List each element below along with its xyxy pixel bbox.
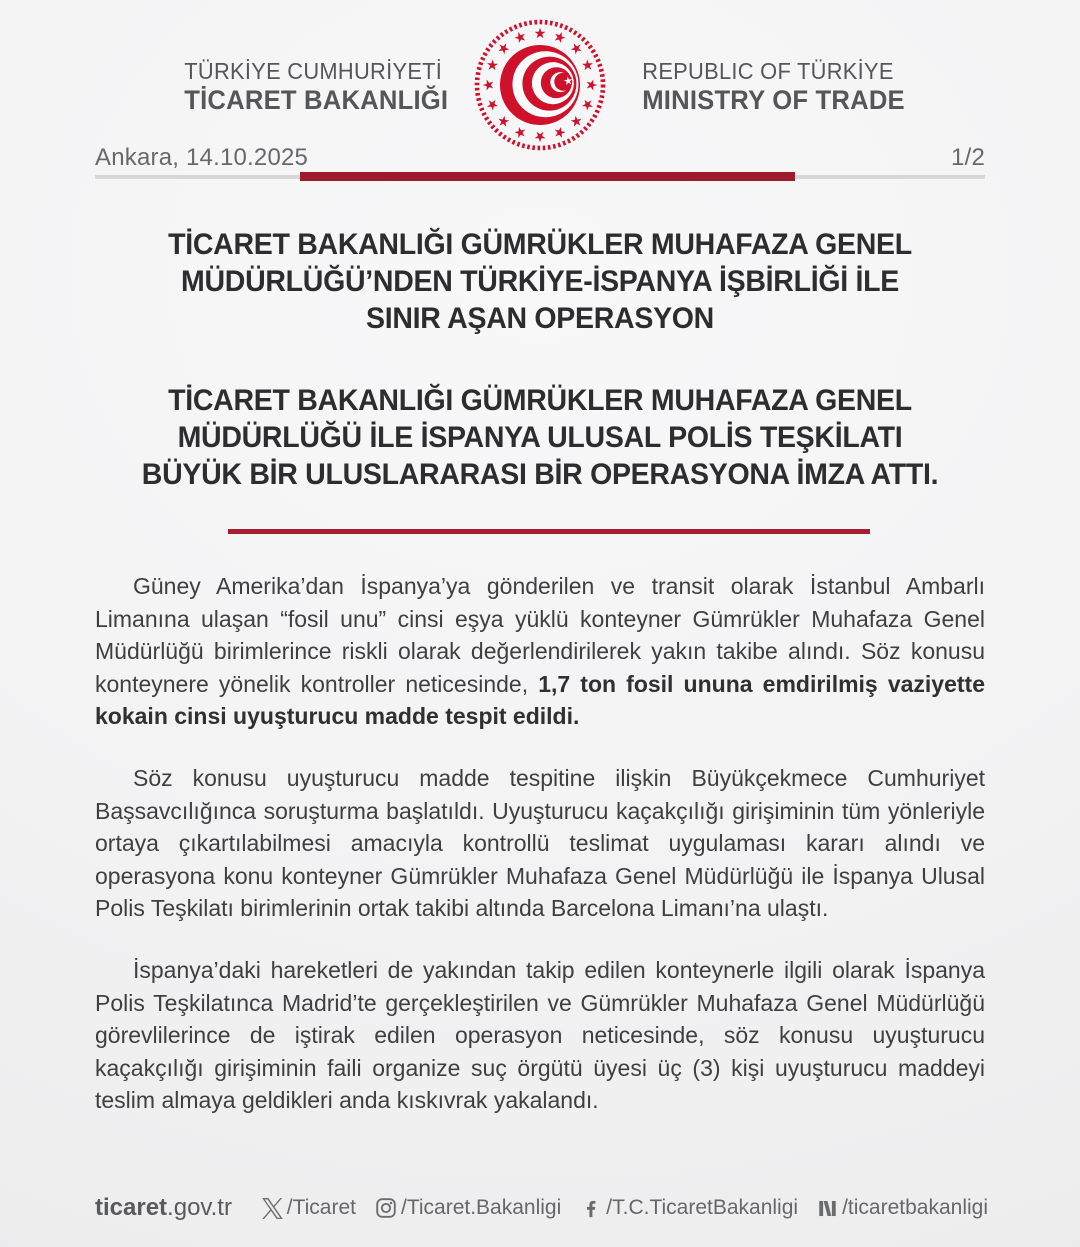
social-link-nsosyal[interactable] bbox=[817, 1196, 988, 1220]
press-release-title-2 bbox=[27, 382, 1053, 493]
title-1-line-1: TİCARET BAKANLIĞI GÜMRÜKLER MUHAFAZA GENEL bbox=[168, 228, 912, 261]
social-link-x[interactable] bbox=[262, 1196, 356, 1220]
title-2-line-2: MÜDÜRLÜĞÜ İLE İSPANYA ULUSAL POLİS TEŞKİLATI bbox=[177, 421, 903, 454]
social-handle-facebook: /T.C.TicaretBakanligi bbox=[606, 1196, 799, 1219]
social-handle-nsosyal: /ticaretbakanligi bbox=[842, 1196, 988, 1219]
header-ministry-name-en bbox=[642, 57, 905, 115]
header-ministry-tr: TİCARET BAKANLIĞI bbox=[184, 85, 449, 115]
facebook-icon bbox=[580, 1197, 602, 1219]
title-1-line-2: MÜDÜRLÜĞÜ’NDEN TÜRKİYE-İSPANYA İŞBİRLİĞİ İLE bbox=[181, 265, 899, 298]
header-republic-en: REPUBLIC OF TÜRKİYE bbox=[642, 58, 894, 84]
press-release-title-1 bbox=[27, 226, 1053, 337]
social-handle-x: /Ticaret bbox=[286, 1196, 356, 1219]
title-2-line-1: TİCARET BAKANLIĞI GÜMRÜKLER MUHAFAZA GENEL bbox=[168, 384, 912, 417]
paragraph-3: İspanya’daki hareketleri de yakından takip edilen konteynerle ilgili olarak İspanya Polis Teşkilatınca Madrid’te gerçekleştirilen ve Gümrükler Muhafaza Genel Müdürlüğü görevlilerince de iştirak edilen operasyon neticesinde, söz konusu uyuşturucu kaçakçılığı girişiminin faili organize suç örgütü üyesi üç (3) kişi uyuşturucu maddeyi teslim almaya geldikleri anda kıskıvrak yakalandı. bbox=[95, 956, 985, 1114]
social-handle-instagram: /Ticaret.Bakanligi bbox=[400, 1196, 562, 1219]
page-indicator: 1/2 bbox=[951, 144, 985, 171]
paragraph-1-bold: 1,7 ton fosil ununa emdirilmiş vaziyette kokain cinsi uyuşturucu madde tespit edildi. bbox=[95, 670, 985, 730]
nsosyal-icon bbox=[817, 1198, 838, 1219]
press-release-body bbox=[95, 570, 985, 1146]
x-icon bbox=[262, 1198, 283, 1219]
dateline: Ankara, 14.10.2025 bbox=[95, 144, 309, 171]
red-divider bbox=[228, 529, 870, 534]
title-2-line-3: BÜYÜK BİR ULUSLARARASI BİR OPERASYONA İMZA ATTI. bbox=[141, 458, 939, 491]
social-link-facebook[interactable] bbox=[580, 1196, 798, 1220]
header-rule bbox=[95, 175, 985, 179]
social-links bbox=[262, 1196, 988, 1220]
website-link[interactable] bbox=[95, 1194, 232, 1222]
header-ministry-name-tr bbox=[184, 57, 449, 115]
website-link-bold: ticaret bbox=[95, 1194, 168, 1221]
title-1-line-3: SINIR AŞAN OPERASYON bbox=[366, 302, 714, 335]
paragraph-1-normal: Güney Amerika’dan İspanya’ya gönderilen ve transit olarak İstanbul Ambarlı Limanına ulaşan “fosil unu” cinsi eşya yüklü konteyner Gümrükler Muhafaza Genel Müdürlüğü birimlerince riskli olarak değerlendirilerek yakın takibe alındı. Söz konusu konteynere yönelik kontroller neticesinde, bbox=[95, 573, 985, 697]
social-link-instagram[interactable] bbox=[375, 1196, 561, 1220]
website-link-rest: .gov.tr bbox=[167, 1194, 232, 1221]
footer bbox=[95, 1194, 988, 1222]
header-ministry-en: MINISTRY OF TRADE bbox=[642, 85, 905, 115]
paragraph-2: Söz konusu uyuşturucu madde tespitine ilişkin Büyükçekmece Cumhuriyet Başsavcılığınca soruşturma başlatıldı. Uyuşturucu kaçakçılığı girişiminin tüm yönleriyle ortaya çıkartılabilmesi amacıyla kontrollü teslimat uygulaması kararı alındı ve operasyona konu konteyner Gümrükler Muhafaza Genel Müdürlüğü ile İspanya Ulusal Polis Teşkilatı birimlerinin ortak takibi altında Barcelona Limanı’na ulaştı. bbox=[95, 764, 985, 922]
header-republic-tr: TÜRKİYE CUMHURİYETİ bbox=[184, 58, 443, 84]
instagram-icon bbox=[375, 1197, 397, 1219]
ministry-of-trade-emblem-icon bbox=[472, 17, 608, 153]
header-rule-red-segment bbox=[300, 172, 795, 181]
paragraph-1 bbox=[95, 570, 985, 733]
meta-row bbox=[95, 144, 985, 172]
